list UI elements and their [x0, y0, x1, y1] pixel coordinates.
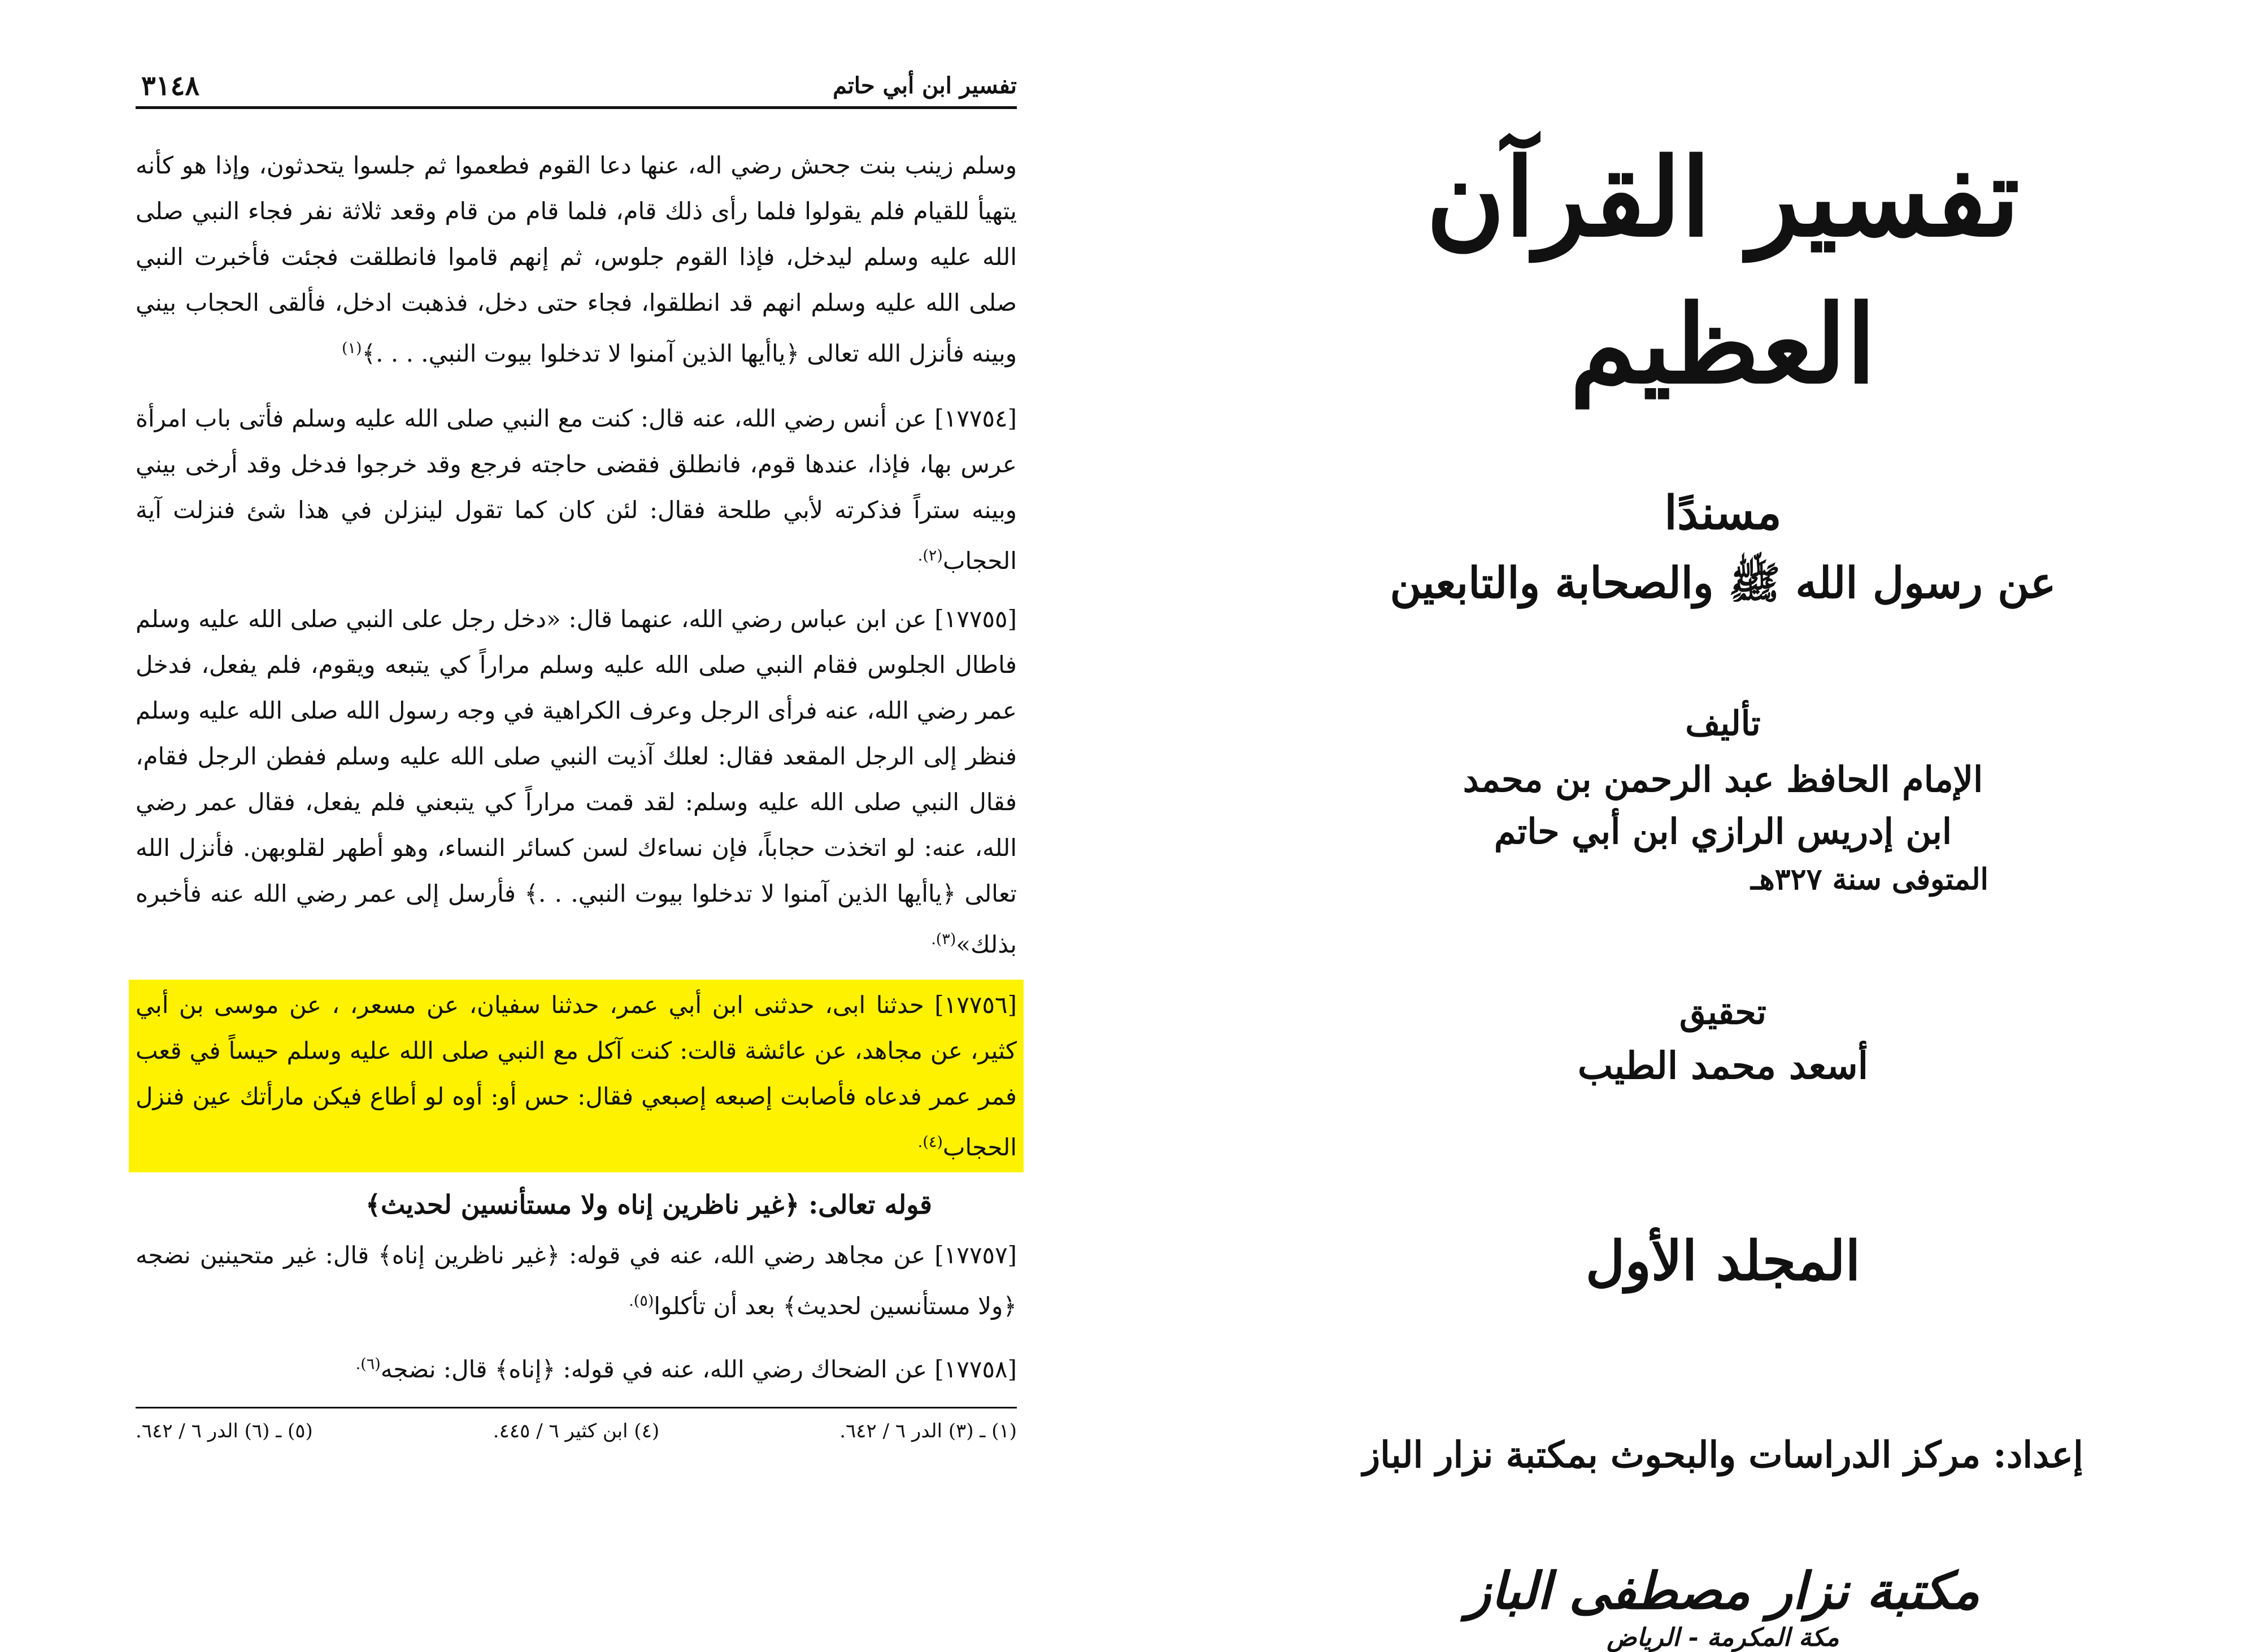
- paragraph-text: [١٧٧٥٨] عن الضحاك رضي الله، عنه في قوله: ﴿إناه﴾ قال: نضجه: [380, 1355, 1017, 1383]
- footnote: (٤) ابن كثير ٦ / ٤٤٥.: [493, 1420, 660, 1442]
- paragraph-highlighted: [136, 982, 1017, 1170]
- author-death-year: المتوفى سنة ٣٢٧هـ: [1751, 862, 1988, 897]
- paragraph-text: [١٧٧٥٥] عن ابن عباس رضي الله، عنهما قال: «دخل رجل على النبي صلى الله عليه وسلم فاطال الجلوس فقام النبي صلى الله عليه وسلم مراراً كي يتبعه ويقوم، فلم يفعل، فدخل عمر رضي الله، عنه فرأى الرجل وعرف الكراهية في وجه رسول الله صلى الله عليه وسلم فنظر إلى الرجل المقعد فقال: لعلك آذيت النبي صلى الله عليه وسلم ففطن الرجل فقام، فقال النبي صلى الله عليه وسلم: لقد قمت مراراً كي يتبعني فلم يفعل، فقال عمر رضي الله، عنه: لو اتخذت حجاباً، فإن نساءك لسن كسائر النساء، وهو أطهر لقلوبهن. فأنزل الله تعالى ﴿ياأيها الذين آمنوا لا تدخلوا بيوت النبي. . .﴾ فأرسل إلى عمر رضي الله عنه فأخبره بذلك»: [136, 605, 1017, 958]
- paragraph-text: [١٧٧٥٤] عن أنس رضي الله، عنه قال: كنت مع النبي صلى الله عليه وسلم فأتى باب امرأة عرس بها، فإذا، عندها قوم، فانطلق فقضى حاجته فرجع وقد خرجوا فدخل وقد أرخى بيني وبينه ستراً فذكرته لأبي طلحة فقال: لئن كان كما تقول لينزلن في هذا شئ فنزلت آية الحجاب: [136, 405, 1017, 575]
- footnote-marker: (٣).: [931, 931, 956, 948]
- author-line-2: ابن إدريس الرازي ابن أبي حاتم: [1494, 811, 1952, 852]
- footnotes: [136, 1407, 1017, 1442]
- paragraph: [136, 596, 1017, 967]
- highlighted-passage: [129, 980, 1024, 1172]
- footnote-row: [136, 1420, 1017, 1442]
- footnote-marker: (٦).: [355, 1355, 381, 1373]
- paragraph-text: وسلم زينب بنت جحش رضي اله، عنها دعا القوم فطعموا ثم جلسوا يتحدثون، وإذا هو كأنه يتهيأ للقيام فلم يقولوا فلما رأى ذلك قام، فلما قام من قام وقعد ثلاثة نفر فجاء النبي صلى الله عليه وسلم ليدخل، فإذا القوم جلوس، ثم إنهم قاموا فانطلقت فجئت فأخبرت النبي صلى الله عليه وسلم انهم قد انطلقوا، فجاء حتى دخل، فذهبت ادخل، فألقى الحجاب بيني وبينه فأنزل الله تعالى ﴿ياأيها الذين آمنوا لا تدخلوا بيوت النبي. . . .﴾: [136, 151, 1017, 367]
- volume-label: المجلد الأول: [1585, 1229, 1861, 1293]
- editor-name: أسعد محمد الطيب: [1577, 1044, 1869, 1088]
- paragraph-text: [١٧٧٥٧] عن مجاهد رضي الله، عنه في قوله: ﴿غير ناظرين إناه﴾ قال: غير متحينين نضجه ﴿ولا مستأنسين لحديث﴾ بعد أن تأكلوا: [136, 1241, 1017, 1320]
- prepared-by: إعداد: مركز الدراسات والبحوث بمكتبة نزار الباز: [1363, 1434, 2083, 1476]
- section-heading: قوله تعالى: ﴿غير ناظرين إناه ولا مستأنسين لحديث﴾: [365, 1189, 932, 1220]
- running-title: تفسير ابن أبي حاتم: [833, 72, 1017, 99]
- page-number: ٣١٤٨: [141, 70, 200, 102]
- authorship-label: تأليف: [1685, 704, 1761, 744]
- paragraph: [136, 395, 1017, 584]
- paragraph-text: [١٧٧٥٦] حدثنا ابى، حدثنى ابن أبي عمر، حدثنا سفيان، عن مسعر، ، عن موسى بن أبي كثير، عن مجاهد، عن عائشة قالت: كنت آكل مع النبي صلى الله عليه وسلم حيساً في قعب فمر عمر فدعاه فأصابت إصبعه إصبعي فقال: حس أو: أوه لو أطاع فيكن مارأتك عين فنزل الحجاب: [136, 991, 1017, 1161]
- paragraph: [136, 1341, 1017, 1392]
- author-line-1: الإمام الحافظ عبد الرحمن بن محمد: [1463, 759, 1983, 800]
- publisher-city: مكة المكرمة - الرياض: [1607, 1623, 1839, 1652]
- header-rule: [136, 106, 1017, 109]
- subtitle-isnad: عن رسول الله ﷺ والصحابة والتابعين: [1390, 558, 2056, 608]
- title-page: [1328, 102, 2118, 1652]
- editing-label: تحقيق: [1679, 993, 1766, 1032]
- footnote-marker: (٥).: [629, 1292, 654, 1310]
- book-title: تفسير القرآن العظيم: [1426, 134, 2020, 407]
- footnote-marker: (١): [341, 340, 362, 357]
- page-body: [136, 107, 1017, 1392]
- running-head: [136, 62, 1017, 107]
- footnote-rule: [136, 1407, 1017, 1408]
- paragraph: [136, 142, 1017, 376]
- footnote: (١) ـ (٣) الدر ٦ / ٦٤٢.: [839, 1420, 1017, 1442]
- text-page: [136, 62, 1017, 1405]
- subtitle-musnadan: مسندًا: [1664, 486, 1782, 540]
- footnote: (٥) ـ (٦) الدر ٦ / ٦٤٢.: [136, 1420, 313, 1442]
- publisher-logo-text: مكتبة نزار مصطفى الباز: [1466, 1561, 1980, 1621]
- paragraph: [136, 1232, 1017, 1329]
- footnote-marker: (٤).: [917, 1133, 943, 1151]
- footnote-marker: (٢).: [917, 547, 943, 564]
